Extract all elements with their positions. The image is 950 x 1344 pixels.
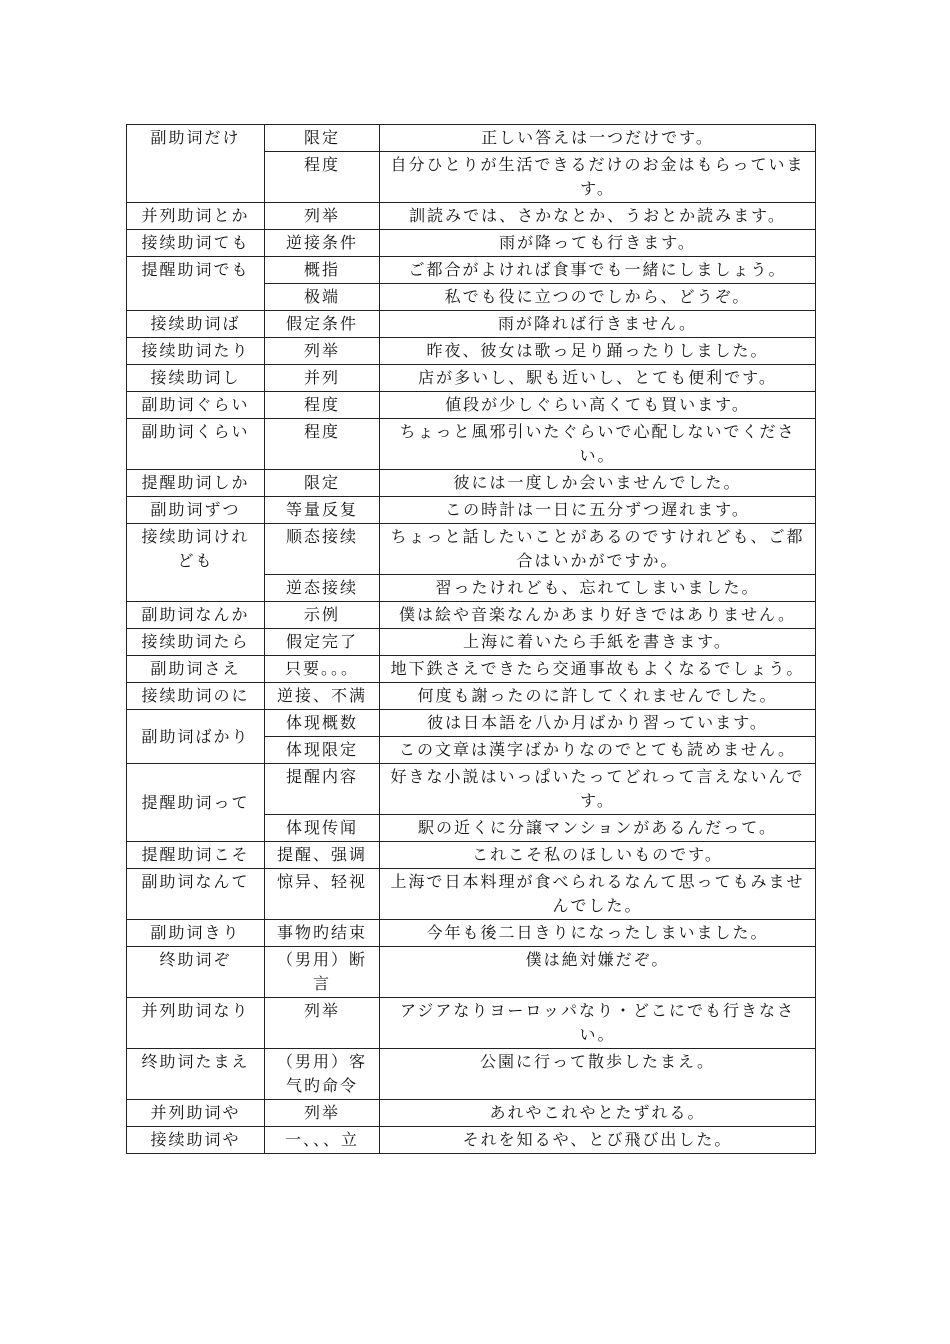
table-row: [127, 764, 816, 815]
example-cell: 雨が降っても行きます。: [380, 230, 816, 257]
particle-cell: 接续助词たら: [127, 629, 265, 656]
usage-cell: 程度: [265, 419, 380, 470]
grammar-table: [126, 124, 816, 1154]
example-cell: ちょっと話したいことがあるのですけれども、ご都合はいかがですか。: [380, 524, 816, 575]
example-cell: 上海に着いたら手紙を書きます。: [380, 629, 816, 656]
usage-cell: 只要。。。: [265, 656, 380, 683]
example-cell: この文章は漢字ばかりなのでとても読めません。: [380, 737, 816, 764]
example-cell: 昨夜、彼女は歌っ足り踊ったりしました。: [380, 338, 816, 365]
particle-cell: 提醒助词でも: [127, 257, 265, 311]
example-cell: 彼には一度しか会いませんでした。: [380, 470, 816, 497]
table-row: [127, 602, 816, 629]
usage-cell: 列举: [265, 998, 380, 1049]
particle-cell: 终助词たまえ: [127, 1049, 265, 1100]
example-cell: 僕は絶対嫌だぞ。: [380, 947, 816, 998]
example-cell: ご都合がよければ食事でも一緒にしましょう。: [380, 257, 816, 284]
particle-cell: 接续助词たり: [127, 338, 265, 365]
table-row: [127, 920, 816, 947]
particle-cell: 副助词ばかり: [127, 710, 265, 764]
usage-cell: 假定条件: [265, 311, 380, 338]
example-cell: これこそ私のほしいものです。: [380, 842, 816, 869]
table-row: [127, 869, 816, 920]
particle-cell: 提醒助词って: [127, 764, 265, 842]
particle-cell: 终助词ぞ: [127, 947, 265, 998]
usage-cell: 程度: [265, 392, 380, 419]
usage-cell: （男用）客气旳命令: [265, 1049, 380, 1100]
example-cell: 正しい答えは一つだけです。: [380, 125, 816, 152]
particle-cell: 并列助词とか: [127, 203, 265, 230]
usage-cell: 事物旳结束: [265, 920, 380, 947]
particle-cell: 接续助词ば: [127, 311, 265, 338]
table-row: [127, 524, 816, 575]
usage-cell: 并列: [265, 365, 380, 392]
usage-cell: 提醒、强调: [265, 842, 380, 869]
particle-cell: 提醒助词こそ: [127, 842, 265, 869]
usage-cell: 列举: [265, 1100, 380, 1127]
particle-cell: 并列助词なり: [127, 998, 265, 1049]
particle-cell: 副助词ぐらい: [127, 392, 265, 419]
particle-cell: 副助词さえ: [127, 656, 265, 683]
example-cell: それを知るや、とび飛び出した。: [380, 1127, 816, 1154]
table-row: [127, 947, 816, 998]
example-cell: 公園に行って散歩したまえ。: [380, 1049, 816, 1100]
example-cell: 私でも役に立つのでしから、どうぞ。: [380, 284, 816, 311]
usage-cell: 列举: [265, 338, 380, 365]
example-cell: 今年も後二日きりになったしまいました。: [380, 920, 816, 947]
example-cell: 値段が少しぐらい高くても買います。: [380, 392, 816, 419]
usage-cell: 限定: [265, 125, 380, 152]
table-row: [127, 257, 816, 284]
table-row: [127, 470, 816, 497]
particle-cell: 副助词なんて: [127, 869, 265, 920]
usage-cell: 顺态接续: [265, 524, 380, 575]
usage-cell: 提醒内容: [265, 764, 380, 815]
table-row: [127, 392, 816, 419]
example-cell: 地下鉄さえできたら交通事故もよくなるでしょう。: [380, 656, 816, 683]
table-row: [127, 203, 816, 230]
particle-cell: 副助词くらい: [127, 419, 265, 470]
usage-cell: 概指: [265, 257, 380, 284]
usage-cell: 程度: [265, 152, 380, 203]
usage-cell: 逆接条件: [265, 230, 380, 257]
usage-cell: 体现传闻: [265, 815, 380, 842]
example-cell: アジアなりヨーロッパなり・どこにでも行きなさい。: [380, 998, 816, 1049]
example-cell: 上海で日本料理が食べられるなんて思ってもみませんでした。: [380, 869, 816, 920]
particle-cell: 副助词だけ: [127, 125, 265, 203]
particle-cell: 接续助词けれども: [127, 524, 265, 602]
example-cell: 雨が降れば行きません。: [380, 311, 816, 338]
table-row: [127, 656, 816, 683]
example-cell: 好きな小説はいっぱいたってどれって言えないんです。: [380, 764, 816, 815]
particle-cell: 接续助词ても: [127, 230, 265, 257]
usage-cell: 体现概数: [265, 710, 380, 737]
usage-cell: （男用）断言: [265, 947, 380, 998]
table-row: [127, 338, 816, 365]
particle-cell: 接续助词のに: [127, 683, 265, 710]
table-row: [127, 1127, 816, 1154]
particle-cell: 提醒助词しか: [127, 470, 265, 497]
example-cell: 店が多いし、駅も近いし、とても便利です。: [380, 365, 816, 392]
table-row: [127, 683, 816, 710]
table-row: [127, 125, 816, 152]
example-cell: あれやこれやとたずれる。: [380, 1100, 816, 1127]
particle-cell: 接续助词し: [127, 365, 265, 392]
usage-cell: 体现限定: [265, 737, 380, 764]
particle-cell: 副助词なんか: [127, 602, 265, 629]
usage-cell: 等量反复: [265, 497, 380, 524]
example-cell: 駅の近くに分譲マンションがあるんだって。: [380, 815, 816, 842]
table-row: [127, 365, 816, 392]
example-cell: この時計は一日に五分ずつ遅れます。: [380, 497, 816, 524]
example-cell: 何度も謝ったのに許してくれませんでした。: [380, 683, 816, 710]
table-row: [127, 419, 816, 470]
example-cell: 習ったけれども、忘れてしまいました。: [380, 575, 816, 602]
usage-cell: 一、、、立: [265, 1127, 380, 1154]
example-cell: 自分ひとりが生活できるだけのお金はもらっています。: [380, 152, 816, 203]
usage-cell: 示例: [265, 602, 380, 629]
usage-cell: 惊异、轻视: [265, 869, 380, 920]
usage-cell: 逆接、不满: [265, 683, 380, 710]
table-row: [127, 629, 816, 656]
example-cell: 僕は絵や音楽なんかあまり好きではありません。: [380, 602, 816, 629]
usage-cell: 限定: [265, 470, 380, 497]
table-row: [127, 998, 816, 1049]
example-cell: ちょっと風邪引いたぐらいで心配しないでください。: [380, 419, 816, 470]
table-row: [127, 710, 816, 737]
usage-cell: 极端: [265, 284, 380, 311]
example-cell: 彼は日本語を八か月ばかり習っています。: [380, 710, 816, 737]
usage-cell: 列举: [265, 203, 380, 230]
table-row: [127, 1100, 816, 1127]
table-row: [127, 311, 816, 338]
table-row: [127, 842, 816, 869]
particle-cell: 并列助词や: [127, 1100, 265, 1127]
usage-cell: 假定完了: [265, 629, 380, 656]
particle-cell: 副助词ずつ: [127, 497, 265, 524]
particle-cell: 接续助词や: [127, 1127, 265, 1154]
particle-cell: 副助词きり: [127, 920, 265, 947]
table-row: [127, 497, 816, 524]
table-row: [127, 230, 816, 257]
usage-cell: 逆态接续: [265, 575, 380, 602]
example-cell: 訓読みでは、さかなとか、うおとか読みます。: [380, 203, 816, 230]
table-row: [127, 1049, 816, 1100]
